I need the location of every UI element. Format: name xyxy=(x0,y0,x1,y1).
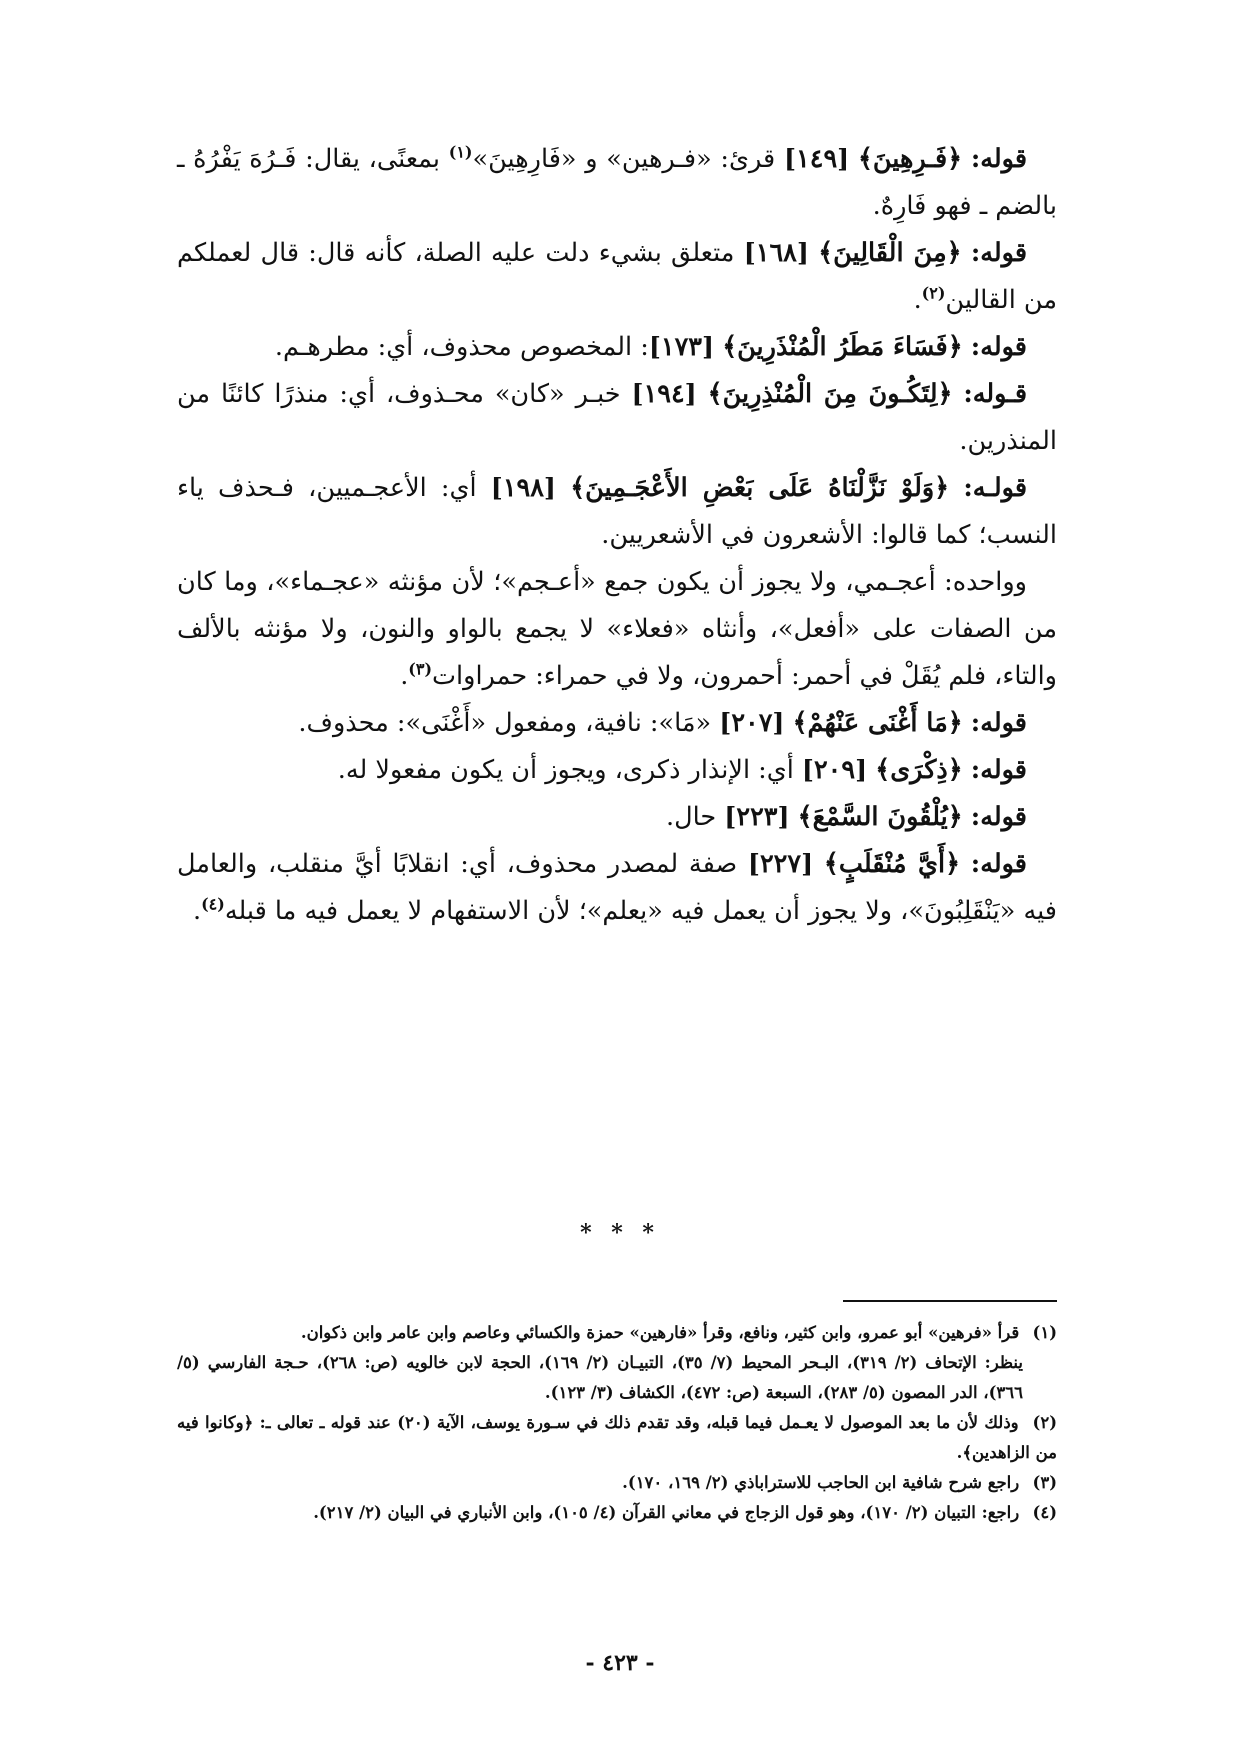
commentary-text: متعلق بشيء دلت عليه الصلة، كأنه قال: قال لعملكم من القالين xyxy=(177,238,1057,315)
quran-phrase: ﴿فَـرِهِينَ﴾ xyxy=(857,144,963,174)
page-number: - ٤٢٣ - xyxy=(585,1650,655,1676)
commentary-text: . xyxy=(913,285,922,315)
footnote-text: وذلك لأن ما بعد الموصول لا يعـمل فيما قبله، وقد تقدم ذلك في سـورة يوسف، الآية (٢٠) عند قوله ـ تعالى ـ: ﴿وكانوا فيه من الزاهدين﴾. xyxy=(177,1413,1057,1462)
footnote-text: راجع شرح شافية ابن الحاجب للاستراباذي (٢/ ١٦٩، ١٧٠). xyxy=(622,1473,1020,1492)
section-separator: * * * xyxy=(580,1220,660,1246)
verse-number: [٢٠٩] xyxy=(801,755,868,785)
quran-phrase: ﴿وَلَوْ نَزَّلْنَاهُ عَلَى بَعْضِ الأَعْجَـمِينَ﴾ xyxy=(570,473,950,503)
commentary-text: : المخصوص محذوف، أي: مطرهـم. xyxy=(274,332,649,362)
commentary-text: حال. xyxy=(666,802,717,832)
main-text xyxy=(177,136,1057,935)
quran-phrase: ﴿مَا أَغْنَى عَنْهُمْ﴾ xyxy=(792,708,963,738)
paragraph xyxy=(177,136,1057,230)
qawluh-label: قوله: xyxy=(970,755,1027,785)
footnote-item xyxy=(177,1348,1057,1408)
footnote-ref[interactable]: (٣) xyxy=(408,659,433,679)
footnote-mark: (٢) xyxy=(1032,1413,1057,1432)
footnote-divider xyxy=(843,1300,1057,1302)
footnote-text: راجع: التبيان (٢/ ١٧٠)، وهو قول الزجاج في معاني القرآن (٤/ ١٠٥)، وابن الأنباري في البيان (٢/ ٢١٧). xyxy=(313,1503,1020,1522)
verse-number: [٢٢٣] xyxy=(724,802,790,832)
footnotes xyxy=(177,1318,1057,1528)
quran-phrase: ﴿أَيَّ مُنْقَلَبٍ﴾ xyxy=(823,849,961,879)
commentary-text: قرئ: «فـرهين» و «فَارِهِينَ» xyxy=(472,144,776,174)
footnote-item xyxy=(177,1468,1057,1498)
footnote-mark: (٤) xyxy=(1032,1503,1057,1522)
quran-phrase: ﴿يُلْقُونَ السَّمْعَ﴾ xyxy=(797,802,963,832)
commentary-text: وواحده: أعجـمي، ولا يجوز أن يكون جمع «أعـجم»؛ لأن مؤنثه «عجـماء»، وما كان من الصفات على «أفعل»، وأنثاه «فعلاء» لا يجمع بالواو والنون، ولا مؤنثه بالألف والتاء، فلم يُقَلْ في أحمر: أحمرون، ولا في حمراء: حمراوات xyxy=(177,567,1057,691)
paragraph xyxy=(177,371,1057,465)
footnote-item xyxy=(177,1498,1057,1528)
verse-number: [٢٢٧] xyxy=(747,849,814,879)
paragraph xyxy=(177,324,1057,371)
commentary-text: أي: الأعجـميين، فـحذف ياء النسب؛ كما قالوا: الأشعرون في الأشعريين. xyxy=(177,473,1057,550)
quran-phrase: ﴿فَسَاءَ مَطَرُ الْمُنْذَرِينَ﴾ xyxy=(722,332,963,362)
paragraph xyxy=(177,700,1057,747)
verse-number: [١٧٣] xyxy=(648,332,715,362)
commentary-text: صفة لمصدر محذوف، أي: انقلابًا أيَّ منقلب، والعامل فيه «يَنْقَلِبُونَ»، ولا يجوز أن يعمل فيه «يعلم»؛ لأن الاستفهام لا يعمل فيه ما قبله xyxy=(177,849,1057,926)
verse-number: [١٦٨] xyxy=(743,238,809,268)
paragraph xyxy=(177,747,1057,794)
paragraph xyxy=(177,794,1057,841)
qawluh-label: قوله: xyxy=(970,802,1027,832)
commentary-text: . xyxy=(192,896,202,926)
commentary-text: . xyxy=(400,661,409,691)
verse-number: [١٤٩] xyxy=(783,144,850,174)
verse-number: [١٩٨] xyxy=(490,473,556,503)
footnote-ref[interactable]: (٤) xyxy=(201,894,225,914)
footnote-item xyxy=(177,1408,1057,1468)
quran-phrase: ﴿مِنَ الْقَالِينَ﴾ xyxy=(818,238,962,268)
verse-number: [١٩٤] xyxy=(631,379,697,409)
footnote-text: ينظر: الإتحاف (٢/ ٣١٩)، البـحر المحيط (٧/ ٣٥)، التبيـان (٢/ ١٦٩)، الحجة لابن خالويه (ص: ٢٦٨)، حـجة الفارسي (٥/ ٣٦٦)، الدر المصون (٥/ ٢٨٣)، السبعة (ص: ٤٧٢)، الكشاف (٣/ ١٢٣). xyxy=(177,1353,1023,1402)
paragraph xyxy=(177,841,1057,935)
qawluh-label: قـوله: xyxy=(963,379,1028,409)
footnote-ref[interactable]: (١) xyxy=(448,142,473,162)
footnote-text: قرأ «فرهين» أبو عمرو، وابن كثير، ونافع، وقرأ «فارهين» حمزة والكسائي وعاصم وابن عامر وابن ذكوان. xyxy=(300,1323,1020,1342)
qawluh-label: قوله: xyxy=(970,332,1027,362)
qawluh-label: قوله: xyxy=(970,238,1028,268)
commentary-text: بمعنًى، يقال: فَـرُهَ يَفْرُهُ ـ بالضم ـ فهو فَارِهٌ. xyxy=(177,144,1057,221)
qawluh-label: قوله: xyxy=(970,849,1027,879)
quran-phrase: ﴿ذِكْرَى﴾ xyxy=(875,755,963,785)
qawluh-label: قولـه: xyxy=(963,473,1028,503)
qawluh-label: قوله: xyxy=(970,708,1027,738)
quran-phrase: ﴿لِتَكُـونَ مِنَ الْمُنْذِرِينَ﴾ xyxy=(707,379,953,409)
footnote-item xyxy=(177,1318,1057,1348)
qawluh-label: قوله: xyxy=(970,144,1028,174)
commentary-text: أي: الإنذار ذكرى، ويجوز أن يكون مفعولا له. xyxy=(337,755,794,785)
paragraph xyxy=(177,465,1057,559)
footnote-mark: (٣) xyxy=(1032,1473,1057,1492)
verse-number: [٢٠٧] xyxy=(719,708,785,738)
paragraph xyxy=(177,230,1057,324)
footnote-mark: (١) xyxy=(1032,1323,1057,1342)
commentary-text: «مَا»: نافية، ومفعول «أَغْنَى»: محذوف. xyxy=(298,708,712,738)
paragraph xyxy=(177,559,1057,700)
commentary-text: خبـر «كان» محـذوف، أي: منذرًا كائنًا من المنذرين. xyxy=(177,379,1057,456)
footnote-ref[interactable]: (٢) xyxy=(921,283,946,303)
